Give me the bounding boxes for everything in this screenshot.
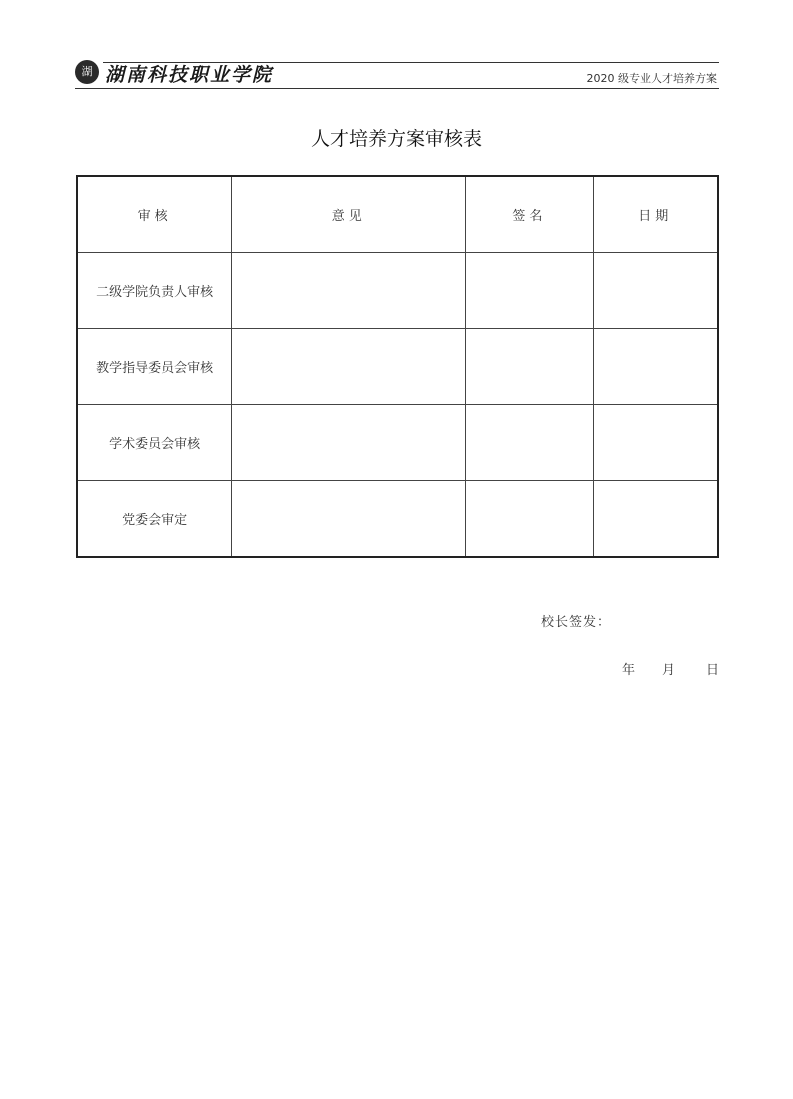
row-label: 二级学院负责人审核 bbox=[77, 253, 232, 329]
column-header-opinion: 意见 bbox=[232, 176, 466, 253]
row-label: 党委会审定 bbox=[77, 481, 232, 558]
document-label: 2020 级专业人才培养方案 bbox=[586, 72, 717, 85]
opinion-cell[interactable] bbox=[232, 253, 466, 329]
school-emblem-icon: 湖 bbox=[75, 60, 99, 84]
table-row bbox=[77, 405, 718, 481]
date-cell[interactable] bbox=[593, 481, 718, 558]
date-cell[interactable] bbox=[593, 329, 718, 405]
review-table bbox=[76, 175, 719, 558]
column-header-date: 日期 bbox=[593, 176, 718, 253]
table-row bbox=[77, 329, 718, 405]
page-title: 人才培养方案审核表 bbox=[310, 128, 482, 150]
school-logo-text: 湖南科技职业学院 bbox=[105, 64, 274, 86]
signature-cell[interactable] bbox=[466, 253, 593, 329]
date-cell[interactable] bbox=[593, 405, 718, 481]
date-cell[interactable] bbox=[593, 253, 718, 329]
row-label: 教学指导委员会审核 bbox=[77, 329, 232, 405]
page-header bbox=[75, 56, 719, 90]
column-header-signature: 签名 bbox=[466, 176, 593, 253]
header-bottom-rule bbox=[75, 88, 719, 89]
signature-cell[interactable] bbox=[466, 329, 593, 405]
row-label: 学术委员会审核 bbox=[77, 405, 232, 481]
signature-cell[interactable] bbox=[466, 481, 593, 558]
opinion-cell[interactable] bbox=[232, 481, 466, 558]
signature-cell[interactable] bbox=[466, 405, 593, 481]
president-signature-label: 校长签发： bbox=[541, 615, 612, 630]
opinion-cell[interactable] bbox=[232, 329, 466, 405]
opinion-cell[interactable] bbox=[232, 405, 466, 481]
table-row bbox=[77, 253, 718, 329]
date-month-label: 月 bbox=[662, 663, 676, 678]
column-header-review: 审核 bbox=[77, 176, 232, 253]
table-row bbox=[77, 481, 718, 558]
date-day-label: 日 bbox=[706, 663, 720, 678]
table-header-row bbox=[77, 176, 718, 253]
date-year-label: 年 bbox=[622, 663, 636, 678]
signing-date-line bbox=[622, 659, 719, 678]
